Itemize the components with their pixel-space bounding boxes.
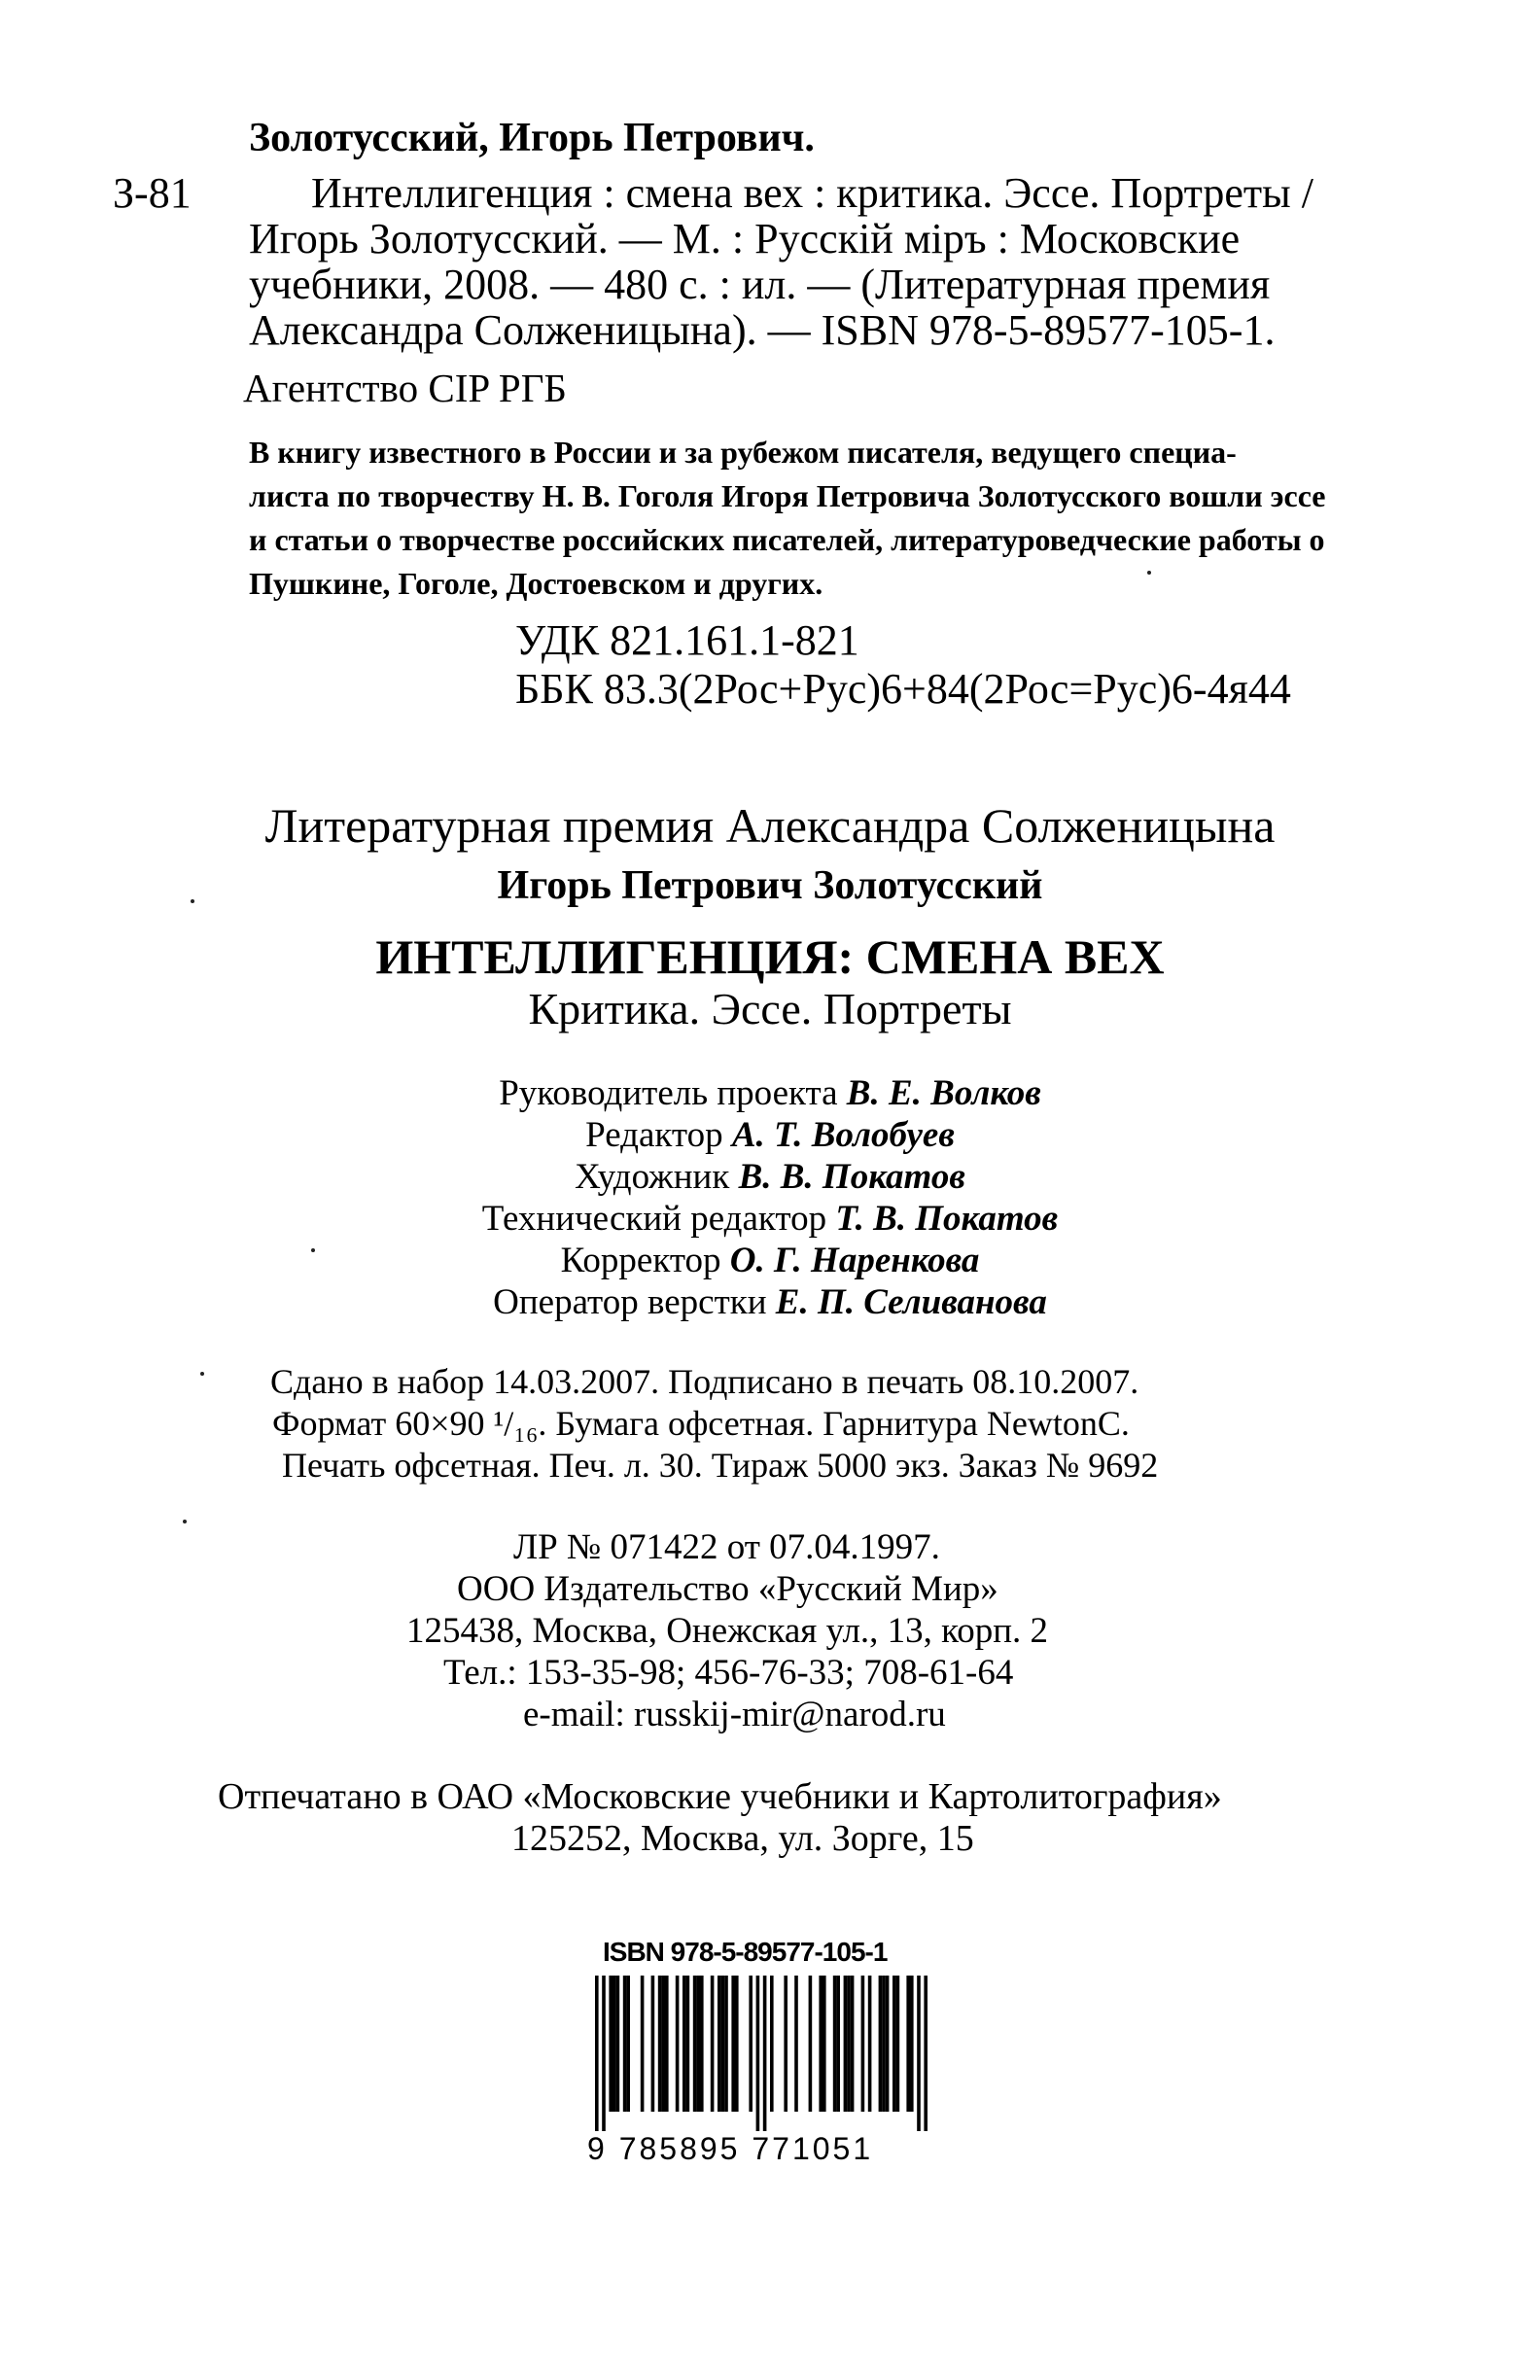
barcode-bar (879, 1976, 883, 2112)
publication-line-1: Сдано в набор 14.03.2007. Подписано в печать 08.10.2007. (270, 1362, 1139, 1401)
series-title: Литературная премия Александра Солженицына (264, 798, 1276, 853)
barcode-bar (882, 1976, 886, 2112)
credit-name: В. Е. Волков (846, 1073, 1041, 1113)
barcode-bar (612, 1976, 616, 2112)
publisher-address: 125438, Москва, Онежская ул., 13, корп. 2 (406, 1611, 1049, 1651)
publisher-phones: Тел.: 153-35-98; 456-76-33; 708-61-64 (443, 1653, 1014, 1693)
annotation-line-3: и статьи о творчестве российских писателей, литературоведческие работы о (249, 522, 1325, 557)
credit-role: Технический редактор (481, 1199, 827, 1239)
barcode-bar (906, 1976, 910, 2112)
barcode-bar (641, 1976, 645, 2112)
barcode-bar (756, 1976, 760, 2131)
cip-line-2: Игорь Золотусский. — М. : Русскiй мiръ : Московские (249, 215, 1241, 262)
barcode-bar (861, 1976, 865, 2112)
barcode-bar (658, 1976, 662, 2112)
barcode-bar (721, 1976, 725, 2112)
barcode-bar (661, 1976, 665, 2112)
barcode-bar (892, 1976, 896, 2112)
printer-address: 125252, Москва, ул. Зорге, 15 (511, 1818, 974, 1859)
barcode-bar (686, 1976, 690, 2112)
barcode-bar (696, 1976, 700, 2112)
credit-line (0, 1198, 1540, 1240)
barcode-isbn: ISBN 978-5-89577-105-1 (603, 1937, 888, 1967)
barcode-bar (623, 1976, 627, 2112)
scan-speck (200, 1372, 204, 1376)
barcode-bar (924, 1976, 928, 2131)
scan-speck (1147, 571, 1151, 575)
barcode-bar (770, 1976, 774, 2112)
barcode-bar (822, 1976, 826, 2112)
barcode-bar (682, 1976, 686, 2112)
cip-author: Золотусский, Игорь Петрович. (249, 116, 815, 160)
scan-speck (311, 1248, 315, 1252)
barcode-bar (868, 1976, 872, 2112)
barcode-bar (847, 1976, 851, 2112)
barcode-bar (616, 1976, 620, 2112)
barcode-bar (595, 1976, 599, 2131)
credit-line (0, 1281, 1540, 1323)
barcode-bar (844, 1976, 848, 2112)
scan-speck (183, 1520, 187, 1523)
barcode-bar (735, 1976, 739, 2112)
credit-name: О. Г. Наренкова (729, 1241, 980, 1280)
barcode-bar (851, 1976, 855, 2112)
credit-role: Оператор верстки (493, 1282, 767, 1322)
credit-line (0, 1156, 1540, 1198)
barcode-bar (910, 1976, 914, 2112)
author-name: Игорь Петрович Золотусский (497, 863, 1043, 908)
book-subtitle: Критика. Эссе. Портреты (528, 984, 1012, 1033)
barcode-bar (609, 1976, 612, 2112)
publisher-name: ООО Издательство «Русский Мир» (457, 1569, 998, 1609)
barcode (572, 1976, 980, 2131)
barcode-bar (711, 1976, 715, 2112)
barcode-bar (794, 1976, 798, 2112)
annotation-line-2: листа по творчеству Н. В. Гоголя Игоря Петровича Золотусского вошли эссе (249, 478, 1326, 513)
barcode-bar (836, 1976, 840, 2112)
credit-name: А. Т. Волобуев (731, 1115, 955, 1155)
barcode-bar (651, 1976, 655, 2112)
credit-role: Корректор (560, 1241, 721, 1280)
barcode-digits: 9 785895 771051 (587, 2131, 874, 2166)
barcode-bar (763, 1976, 767, 2131)
cip-agency: Агентство CIP РГБ (243, 366, 567, 410)
annotation-line-1: В книгу известного в России и за рубежом писателя, ведущего специа- (249, 435, 1237, 470)
cip-line-4: Александра Солженицына). — ISBN 978-5-89577-105-1. (249, 306, 1276, 354)
barcode-bar (718, 1976, 721, 2112)
barcode-bar (724, 1976, 728, 2112)
barcode-bar (784, 1976, 788, 2112)
credit-name: Е. П. Селиванова (775, 1282, 1047, 1322)
barcode-bar (749, 1976, 752, 2112)
barcode-bar (731, 1976, 735, 2112)
barcode-bar (886, 1976, 890, 2112)
credit-line (0, 1240, 1540, 1281)
barcode-bar (693, 1976, 697, 2112)
barcode-bar (676, 1976, 680, 2112)
annotation-line-4: Пушкине, Гоголе, Достоевском и других. (249, 566, 823, 601)
publication-line-3: Печать офсетная. Печ. л. 30. Тираж 5000 экз. Заказ № 9692 (282, 1446, 1159, 1485)
barcode-bar (665, 1976, 669, 2112)
barcode-bar (809, 1976, 813, 2112)
credit-line (0, 1072, 1540, 1114)
credit-name: В. В. Покатов (738, 1157, 965, 1197)
barcode-bar (819, 1976, 822, 2112)
credit-line (0, 1114, 1540, 1156)
barcode-bar (700, 1976, 704, 2112)
cip-line-3: учебники, 2008. — 480 с. : ил. — (Литературная премия (249, 261, 1271, 308)
printer-name: Отпечатано в ОАО «Московские учебники и Картолитография» (218, 1776, 1222, 1817)
bbk-code: ББК 83.3(2Рос+Рус)6+84(2Рос=Рус)6-4я44 (515, 665, 1291, 713)
cip-line-1: Интеллигенция : смена вех : критика. Эссе. Портреты / (311, 169, 1313, 217)
publication-line-2: Формат 60×90 ¹/₁₆. Бумага офсетная. Гарнитура NewtonC. (272, 1404, 1130, 1443)
credit-name: Т. В. Покатов (835, 1199, 1059, 1239)
scan-speck (191, 899, 194, 903)
udk-code: УДК 821.161.1-821 (515, 616, 859, 664)
credit-role: Редактор (585, 1115, 723, 1155)
barcode-bar (626, 1976, 630, 2112)
credit-role: Художник (575, 1157, 730, 1197)
publisher-email: e-mail: russkij-mir@narod.ru (523, 1695, 946, 1734)
barcode-bar (833, 1976, 837, 2112)
barcode-bar (602, 1976, 606, 2131)
cip-classification-code: З-81 (113, 169, 192, 217)
barcode-bar (917, 1976, 921, 2131)
credit-role: Руководитель проекта (499, 1073, 838, 1113)
barcode-bar (896, 1976, 900, 2112)
license-line: ЛР № 071422 от 07.04.1997. (513, 1527, 940, 1567)
book-title: ИНТЕЛЛИГЕНЦИЯ: СМЕНА ВЕХ (375, 929, 1165, 984)
